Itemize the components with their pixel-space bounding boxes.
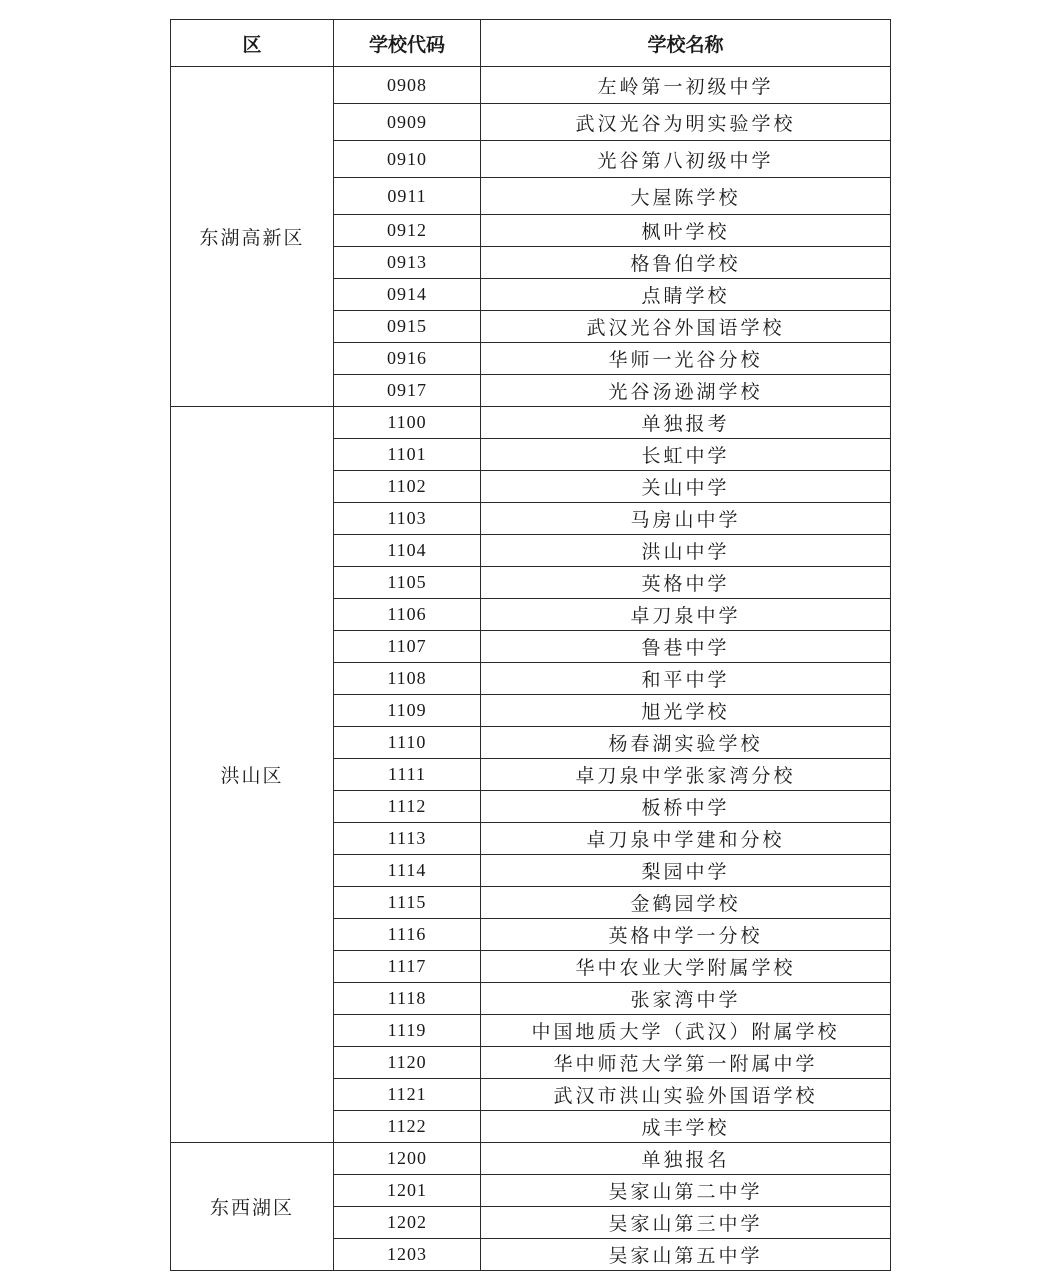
school-code-cell: 1103: [334, 503, 481, 535]
school-code-cell: 0909: [334, 104, 481, 141]
school-name-cell: 吴家山第五中学: [481, 1239, 891, 1271]
school-name-cell: 关山中学: [481, 471, 891, 503]
school-name-cell: 卓刀泉中学: [481, 599, 891, 631]
school-code-cell: 1109: [334, 695, 481, 727]
school-code-cell: 1201: [334, 1175, 481, 1207]
school-code-cell: 1202: [334, 1207, 481, 1239]
school-name-cell: 大屋陈学校: [481, 178, 891, 215]
school-code-cell: 1117: [334, 951, 481, 983]
school-name-cell: 华中农业大学附属学校: [481, 951, 891, 983]
school-code-cell: 1111: [334, 759, 481, 791]
school-name-cell: 格鲁伯学校: [481, 247, 891, 279]
table-row: [171, 1143, 891, 1175]
district-cell: 东湖高新区: [171, 67, 334, 407]
school-code-cell: 0911: [334, 178, 481, 215]
school-code-cell: 0908: [334, 67, 481, 104]
school-code-cell: 1107: [334, 631, 481, 663]
school-name-cell: 梨园中学: [481, 855, 891, 887]
district-cell: 洪山区: [171, 407, 334, 1143]
school-name-cell: 单独报名: [481, 1143, 891, 1175]
school-code-table: [170, 19, 891, 1271]
school-code-cell: 1112: [334, 791, 481, 823]
table-row: [171, 407, 891, 439]
header-school-name: 学校名称: [481, 20, 891, 67]
school-code-cell: 1120: [334, 1047, 481, 1079]
school-name-cell: 光谷汤逊湖学校: [481, 375, 891, 407]
school-name-cell: 金鹤园学校: [481, 887, 891, 919]
school-code-cell: 1122: [334, 1111, 481, 1143]
school-name-cell: 光谷第八初级中学: [481, 141, 891, 178]
header-district: 区: [171, 20, 334, 67]
school-code-cell: 0914: [334, 279, 481, 311]
school-code-cell: 0913: [334, 247, 481, 279]
school-name-cell: 和平中学: [481, 663, 891, 695]
school-code-cell: 1104: [334, 535, 481, 567]
school-code-cell: 1121: [334, 1079, 481, 1111]
school-code-cell: 1119: [334, 1015, 481, 1047]
school-code-cell: 0917: [334, 375, 481, 407]
school-code-cell: 1113: [334, 823, 481, 855]
school-code-cell: 1101: [334, 439, 481, 471]
school-name-cell: 板桥中学: [481, 791, 891, 823]
header-row: [171, 20, 891, 67]
school-code-cell: 1115: [334, 887, 481, 919]
school-name-cell: 卓刀泉中学张家湾分校: [481, 759, 891, 791]
school-code-cell: 1116: [334, 919, 481, 951]
school-name-cell: 英格中学: [481, 567, 891, 599]
school-name-cell: 武汉光谷外国语学校: [481, 311, 891, 343]
school-name-cell: 长虹中学: [481, 439, 891, 471]
school-name-cell: 鲁巷中学: [481, 631, 891, 663]
school-code-cell: 0912: [334, 215, 481, 247]
school-name-cell: 华中师范大学第一附属中学: [481, 1047, 891, 1079]
school-name-cell: 英格中学一分校: [481, 919, 891, 951]
school-name-cell: 吴家山第三中学: [481, 1207, 891, 1239]
school-name-cell: 武汉市洪山实验外国语学校: [481, 1079, 891, 1111]
school-name-cell: 杨春湖实验学校: [481, 727, 891, 759]
school-code-cell: 1102: [334, 471, 481, 503]
table-row: [171, 67, 891, 104]
school-name-cell: 武汉光谷为明实验学校: [481, 104, 891, 141]
school-name-cell: 单独报考: [481, 407, 891, 439]
school-code-cell: 0915: [334, 311, 481, 343]
school-name-cell: 洪山中学: [481, 535, 891, 567]
school-code-cell: 1200: [334, 1143, 481, 1175]
school-code-cell: 1105: [334, 567, 481, 599]
school-name-cell: 左岭第一初级中学: [481, 67, 891, 104]
school-code-cell: 1118: [334, 983, 481, 1015]
school-code-cell: 1106: [334, 599, 481, 631]
school-name-cell: 华师一光谷分校: [481, 343, 891, 375]
school-code-cell: 1203: [334, 1239, 481, 1271]
school-code-cell: 1110: [334, 727, 481, 759]
school-name-cell: 吴家山第二中学: [481, 1175, 891, 1207]
school-code-cell: 1108: [334, 663, 481, 695]
school-name-cell: 枫叶学校: [481, 215, 891, 247]
school-name-cell: 张家湾中学: [481, 983, 891, 1015]
school-name-cell: 中国地质大学（武汉）附属学校: [481, 1015, 891, 1047]
school-name-cell: 卓刀泉中学建和分校: [481, 823, 891, 855]
table-body: [171, 67, 891, 1271]
school-name-cell: 马房山中学: [481, 503, 891, 535]
school-code-cell: 0916: [334, 343, 481, 375]
school-name-cell: 点睛学校: [481, 279, 891, 311]
school-code-cell: 0910: [334, 141, 481, 178]
school-code-cell: 1100: [334, 407, 481, 439]
school-name-cell: 旭光学校: [481, 695, 891, 727]
district-cell: 东西湖区: [171, 1143, 334, 1271]
school-code-cell: 1114: [334, 855, 481, 887]
school-name-cell: 成丰学校: [481, 1111, 891, 1143]
header-school-code: 学校代码: [334, 20, 481, 67]
